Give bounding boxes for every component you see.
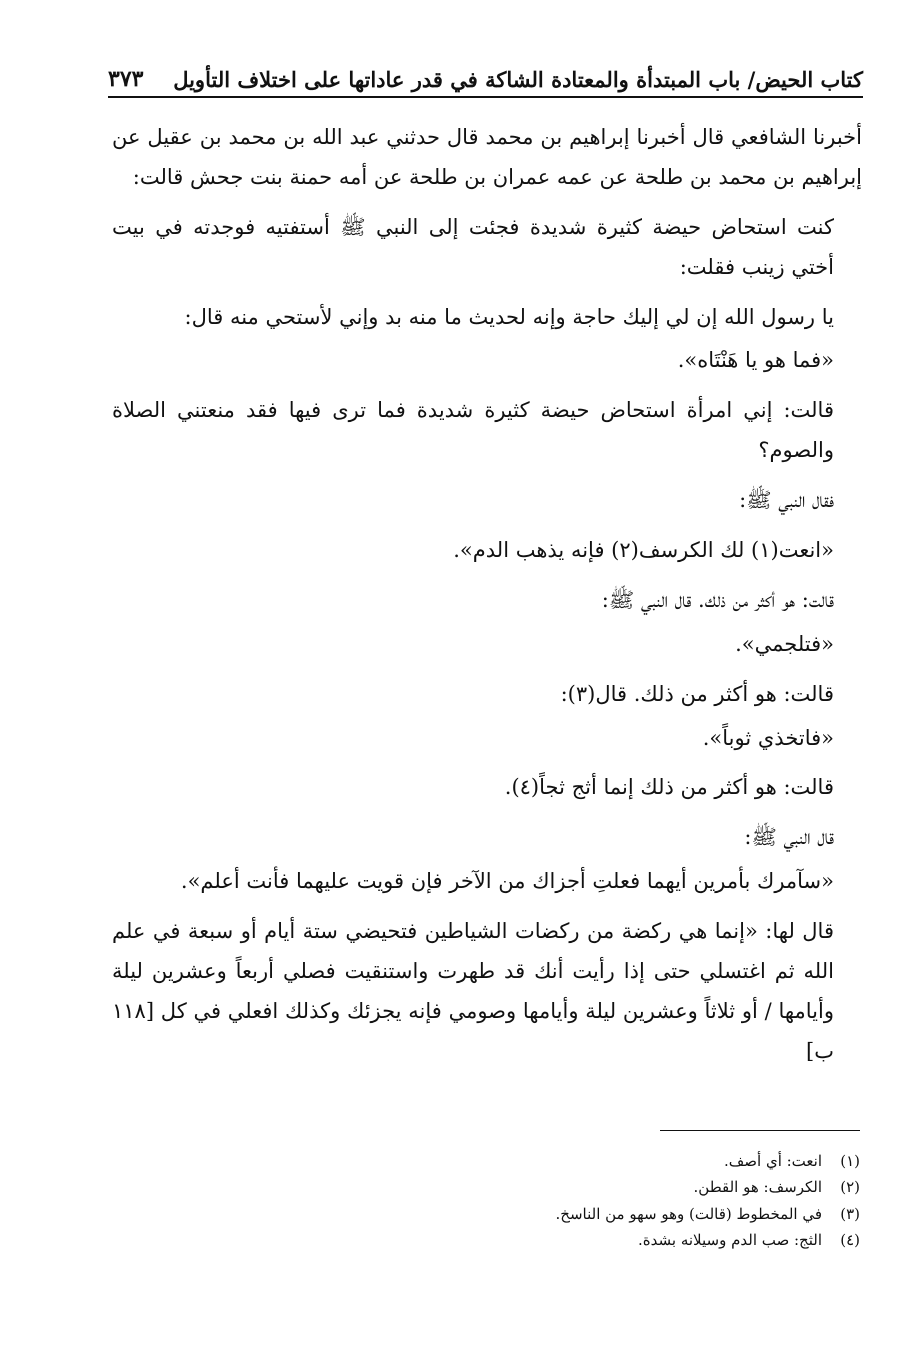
hadith-paragraph: قالت: إني امرأة استحاض حيضة كثيرة شديدة فما ترى فيها فقد منعتني الصلاة والصوم؟ — [112, 398, 834, 463]
header-title: كتاب الحيض/ باب المبتدأة والمعتادة الشاكة في قدر عاداتها على اختلاف التأويل — [173, 67, 863, 92]
footnote — [100, 1148, 860, 1174]
footnote-text: في المخطوط (قالت) وهو سهو من الناسخ. — [555, 1204, 822, 1223]
hadith-paragraph: قالت: هو أكثر من ذلك. قال(٣): — [560, 681, 834, 706]
hadith-paragraph: قالت: هو أكثر من ذلك. قال النبي ﷺ: — [601, 587, 834, 612]
hadith-paragraph: «فاتخذي ثوباً». — [702, 725, 834, 750]
footnote — [100, 1201, 860, 1227]
page-number: ٣٧٣ — [108, 66, 144, 92]
footnote-divider — [660, 1130, 860, 1131]
isnad-paragraph: أخبرنا الشافعي قال أخبرنا إبراهيم بن محمد قال حدثني عبد الله بن محمد بن عقيل عن إبراهيم بن محمد بن طلحة عن عمه عمران بن طلحة عن أمه حمنة بنت جحش قالت: — [112, 125, 862, 189]
hadith-paragraph: «فما هو يا هَنْتَاه». — [677, 348, 834, 373]
footnote-number: (١) — [840, 1152, 860, 1170]
hadith-paragraph: يا رسول الله إن لي إليك حاجة وإنه لحديث ما منه بد وإني لأستحي منه قال: — [184, 304, 834, 329]
hadith-paragraph: قالت: هو أكثر من ذلك إنما أثج ثجاً(٤). — [504, 775, 834, 800]
hadith-paragraph: قال النبي ﷺ: — [744, 825, 834, 850]
main-text — [112, 118, 862, 1082]
hadith-paragraph: قال لها: «إنما هي ركضة من ركضات الشياطين فتحيضي ستة أيام أو سبعة في علم الله ثم اغتسلي حتى إذا رأيت أنك قد طهرت واستنقيت فصلي أربعاً وعشرين ليلة وأيامها / أو ثلاثاً وعشرين ليلة وأيامها وصومي فإنه يجزئك وكذلك افعلي في كل [١١٨ ب] — [112, 919, 834, 1063]
footnote — [100, 1227, 860, 1253]
hadith-paragraph: فقال النبي ﷺ: — [739, 488, 834, 513]
hadith-paragraph: «سآمرك بأمرين أيهما فعلتِ أجزاك من الآخر فإن قويت عليهما فأنت أعلم». — [180, 869, 834, 894]
footnote-number: (٣) — [840, 1204, 860, 1223]
footnote — [100, 1174, 860, 1200]
footnote-number: (٤) — [840, 1230, 860, 1249]
running-header — [108, 52, 863, 92]
footnote-text: الكرسف: هو القطن. — [693, 1178, 822, 1197]
footnote-number: (٢) — [840, 1178, 860, 1197]
hadith-paragraph: «انعت(١) لك الكرسف(٢) فإنه يذهب الدم». — [453, 538, 834, 563]
hadith-paragraph: كنت استحاض حيضة كثيرة شديدة فجئت إلى النبي ﷺ أستفتيه فوجدته في بيت أختي زينب فقلت: — [112, 214, 834, 279]
footnotes — [100, 1148, 860, 1253]
hadith-paragraph: «فتلجمي». — [735, 631, 834, 656]
footnote-text: الثج: صب الدم وسيلانه بشدة. — [638, 1230, 822, 1249]
footnote-text: انعت: أي أصف. — [723, 1152, 822, 1170]
header-divider — [108, 96, 863, 98]
